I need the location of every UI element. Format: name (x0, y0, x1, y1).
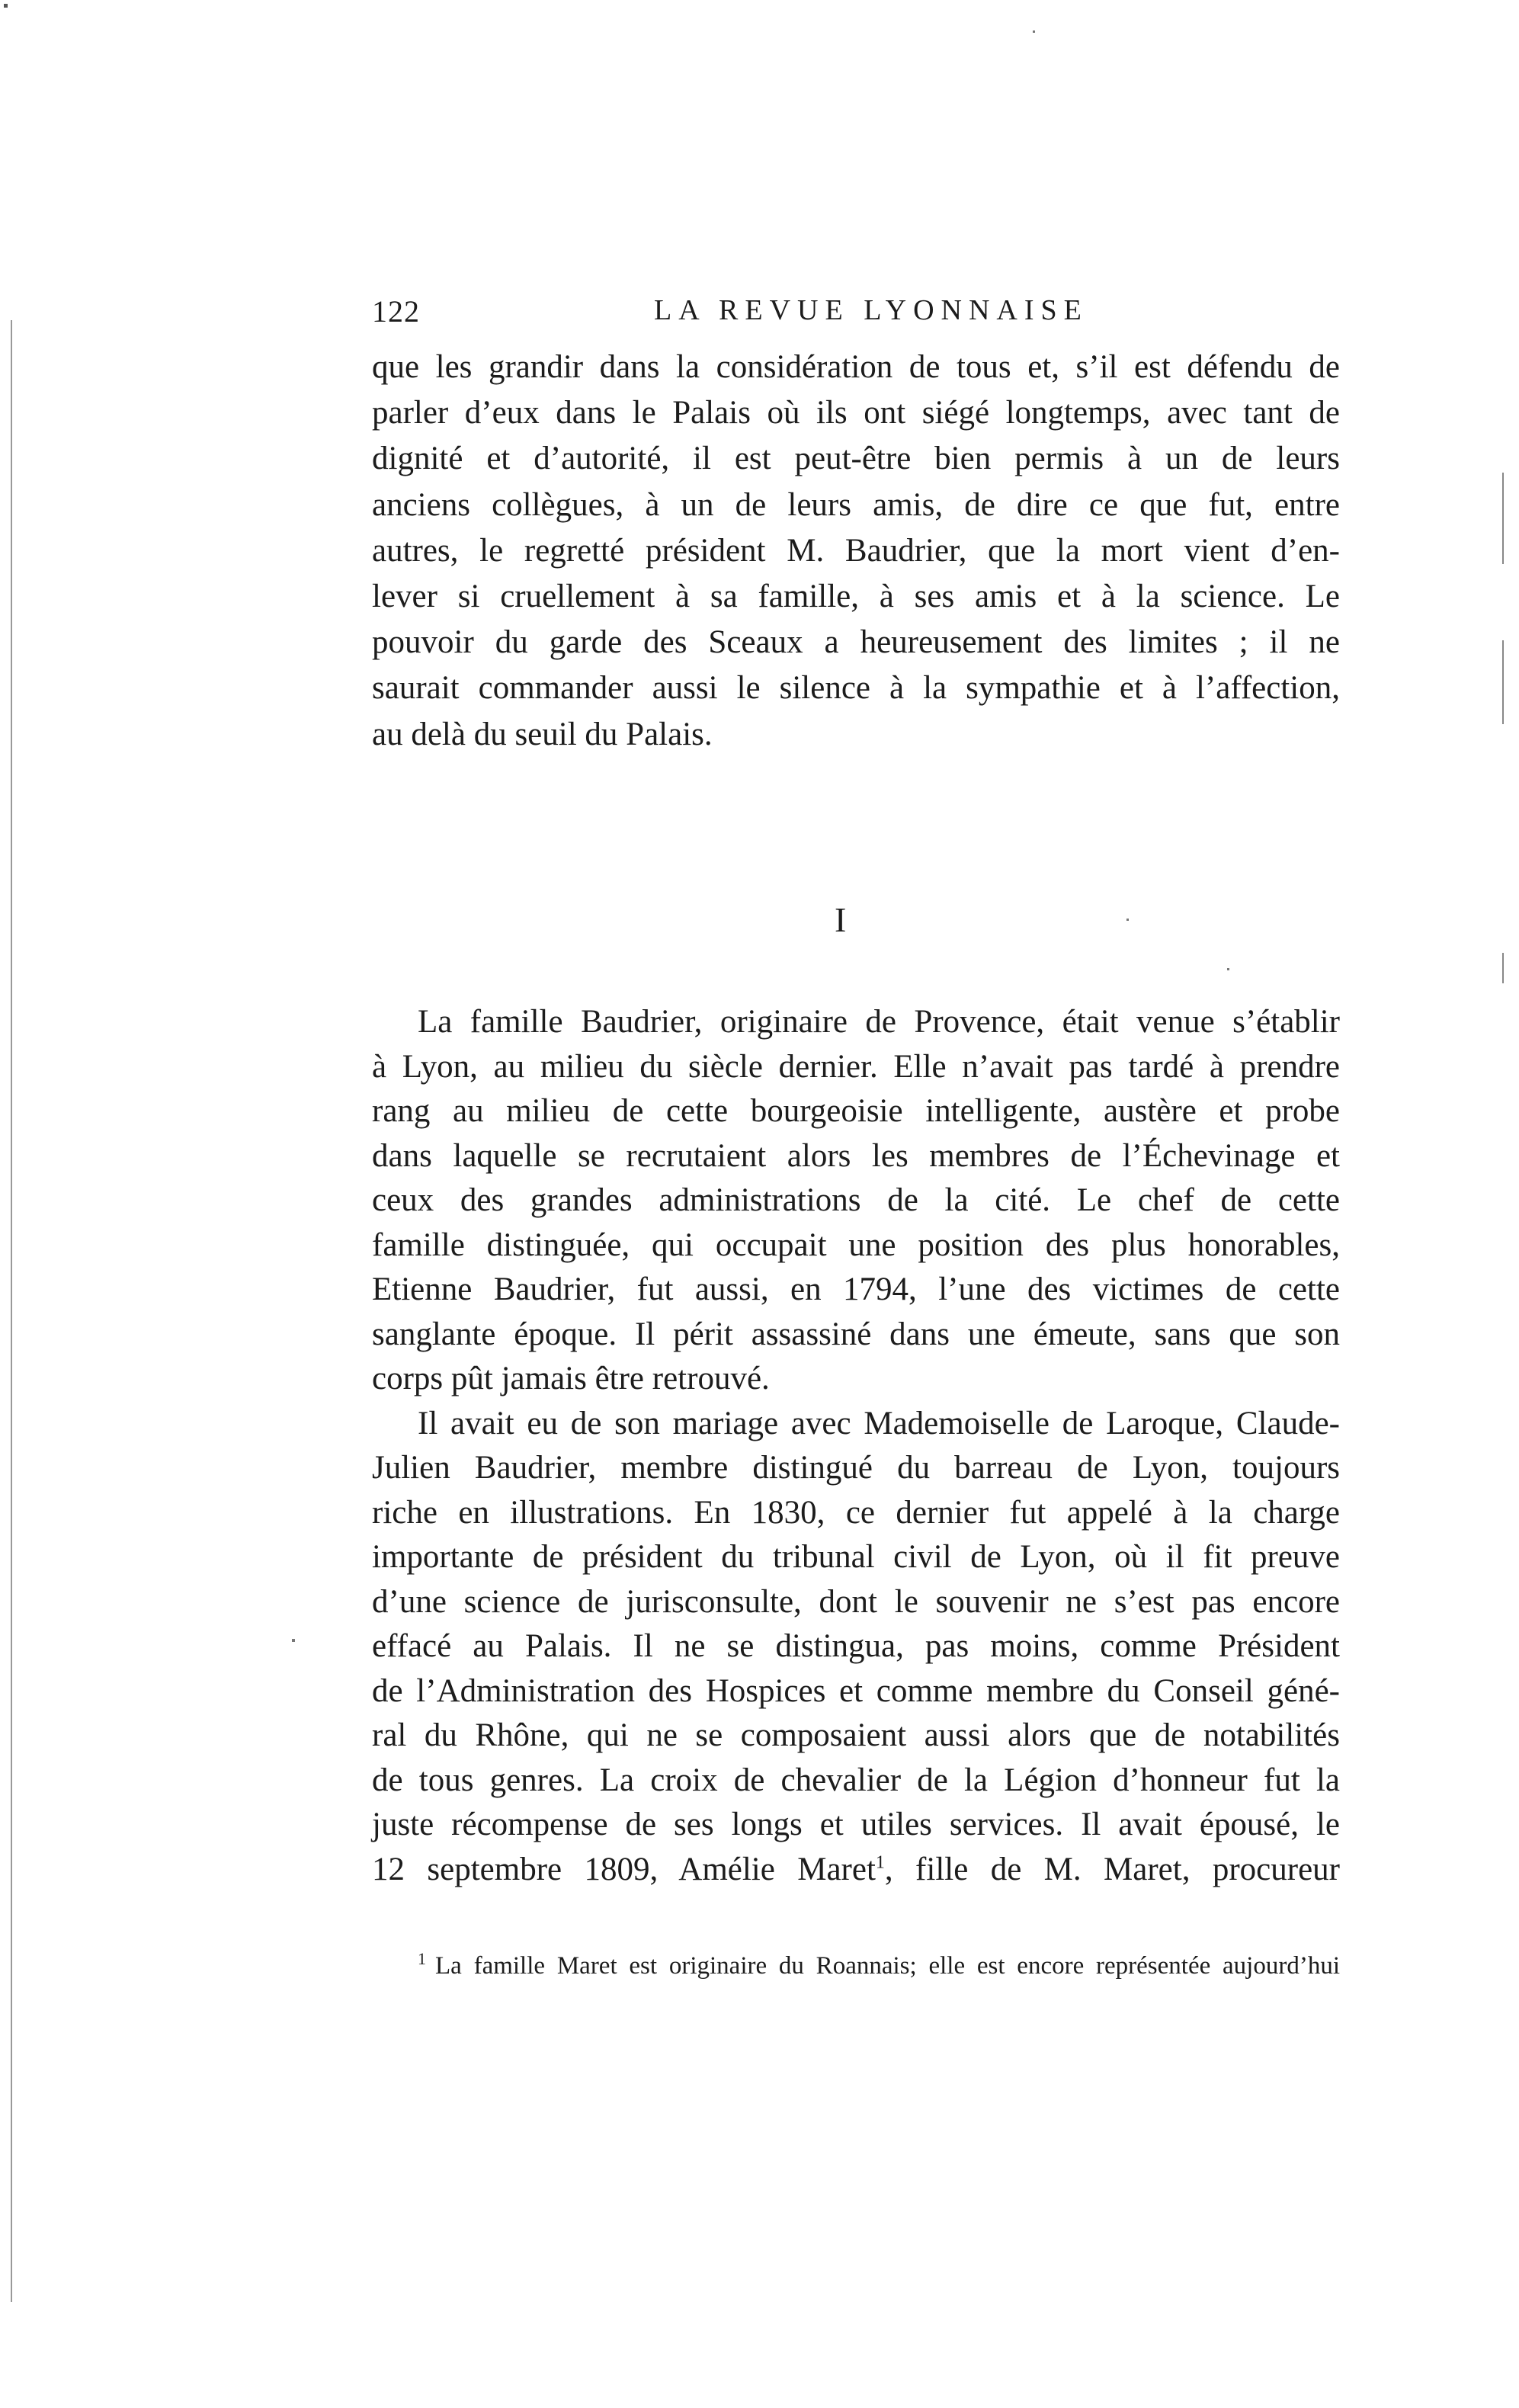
text-line: de tous genres. La croix de chevalier de la Légion d’honneur fut la (372, 1762, 1340, 1798)
text-line: Etienne Baudrier, fut aussi, en 1794, l’une des victimes de cette (372, 1271, 1340, 1307)
text-line: riche en illustrations. En 1830, ce dernier fut appelé à la charge (372, 1494, 1340, 1531)
footnote-text: La famille Maret est originaire du Roannais; elle est encore représentée aujourd’hui (435, 1952, 1340, 1980)
text-line: à Lyon, au milieu du siècle dernier. Elle n’avait pas tardé à prendre (372, 1048, 1340, 1085)
text-line: famille distinguée, qui occupait une position des plus honorables, (372, 1226, 1340, 1263)
text-line: Julien Baudrier, membre distingué du barreau de Lyon, toujours (372, 1450, 1340, 1486)
text-line: d’une science de jurisconsulte, dont le souvenir ne s’est pas encore (372, 1583, 1340, 1620)
scan-dot (1033, 30, 1035, 33)
text-line: pouvoir du garde des Sceaux a heureusement des limites ; il ne (372, 624, 1340, 661)
text-fragment: 12 septembre 1809, Amélie Maret (372, 1851, 876, 1887)
scan-dot (1227, 968, 1229, 970)
text-line: importante de président du tribunal civil de Lyon, où il fit preuve (372, 1539, 1340, 1575)
section-body (372, 1000, 1340, 1892)
text-line: parler d’eux dans le Palais où ils ont siégé longtemps, avec tant de (372, 395, 1340, 431)
text-line: dans laquelle se recrutaient alors les membres de l’Échevinage et (372, 1137, 1340, 1174)
scan-margin-line (1502, 953, 1504, 983)
scan-dot (1126, 919, 1129, 921)
text-line: juste récompense de ses longs et utiles services. Il avait épousé, le (372, 1807, 1340, 1842)
text-line: de l’Administration des Hospices et comme membre du Conseil géné- (372, 1672, 1340, 1709)
scan-margin-line (11, 320, 12, 2302)
text-line: ceux des grandes administrations de la cité. Le chef de cette (372, 1182, 1340, 1218)
text-line: saurait commander aussi le silence à la sympathie et à l’affection, (372, 670, 1340, 707)
scan-margin-line (1502, 640, 1504, 724)
footnote (372, 1942, 1340, 1983)
text-line: effacé au Palais. Il ne se distingua, pas moins, comme Président (372, 1628, 1340, 1664)
footnote-mark: 1 (418, 1949, 426, 1968)
text-line: Il avait eu de son mariage avec Mademoiselle de Laroque, Claude- (418, 1405, 1340, 1441)
scan-dot (292, 1639, 295, 1642)
section-heading-numeral: I (835, 900, 847, 939)
text-line: sanglante époque. Il périt assassiné dans une émeute, sans que son (372, 1316, 1340, 1352)
page-number: 122 (372, 294, 420, 329)
scan-margin-line (1502, 473, 1504, 564)
text-line-with-footnote-ref (372, 1848, 1340, 1893)
running-title: LA REVUE LYONNAISE (654, 294, 1088, 326)
page-header (372, 293, 1340, 339)
text-line: ral du Rhône, qui ne se composaient aussi alors que de notabilités (372, 1717, 1340, 1753)
text-line: corps pût jamais être retrouvé. (372, 1361, 770, 1396)
scan-dot (4, 4, 8, 8)
text-line: lever si cruellement à sa famille, à ses amis et à la science. Le (372, 579, 1340, 615)
text-line: au delà du seuil du Palais. (372, 716, 713, 752)
text-line: que les grandir dans la considération de tous et, s’il est défendu de (372, 349, 1340, 385)
opening-paragraph (372, 345, 1340, 758)
text-line: anciens collègues, à un de leurs amis, de dire ce que fut, entre (372, 486, 1340, 523)
footnote-reference[interactable]: 1 (875, 1852, 885, 1873)
text-line: rang au milieu de cette bourgeoisie intelligente, austère et probe (372, 1093, 1340, 1129)
text-line: dignité et d’autorité, il est peut-être bien permis à un de leurs (372, 441, 1340, 477)
text-line: autres, le regretté président M. Baudrier, que la mort vient d’en- (372, 532, 1340, 569)
text-line: La famille Baudrier, originaire de Provence, était venue s’établir (418, 1004, 1340, 1040)
text-fragment: , fille de M. Maret, procureur (884, 1851, 1340, 1887)
